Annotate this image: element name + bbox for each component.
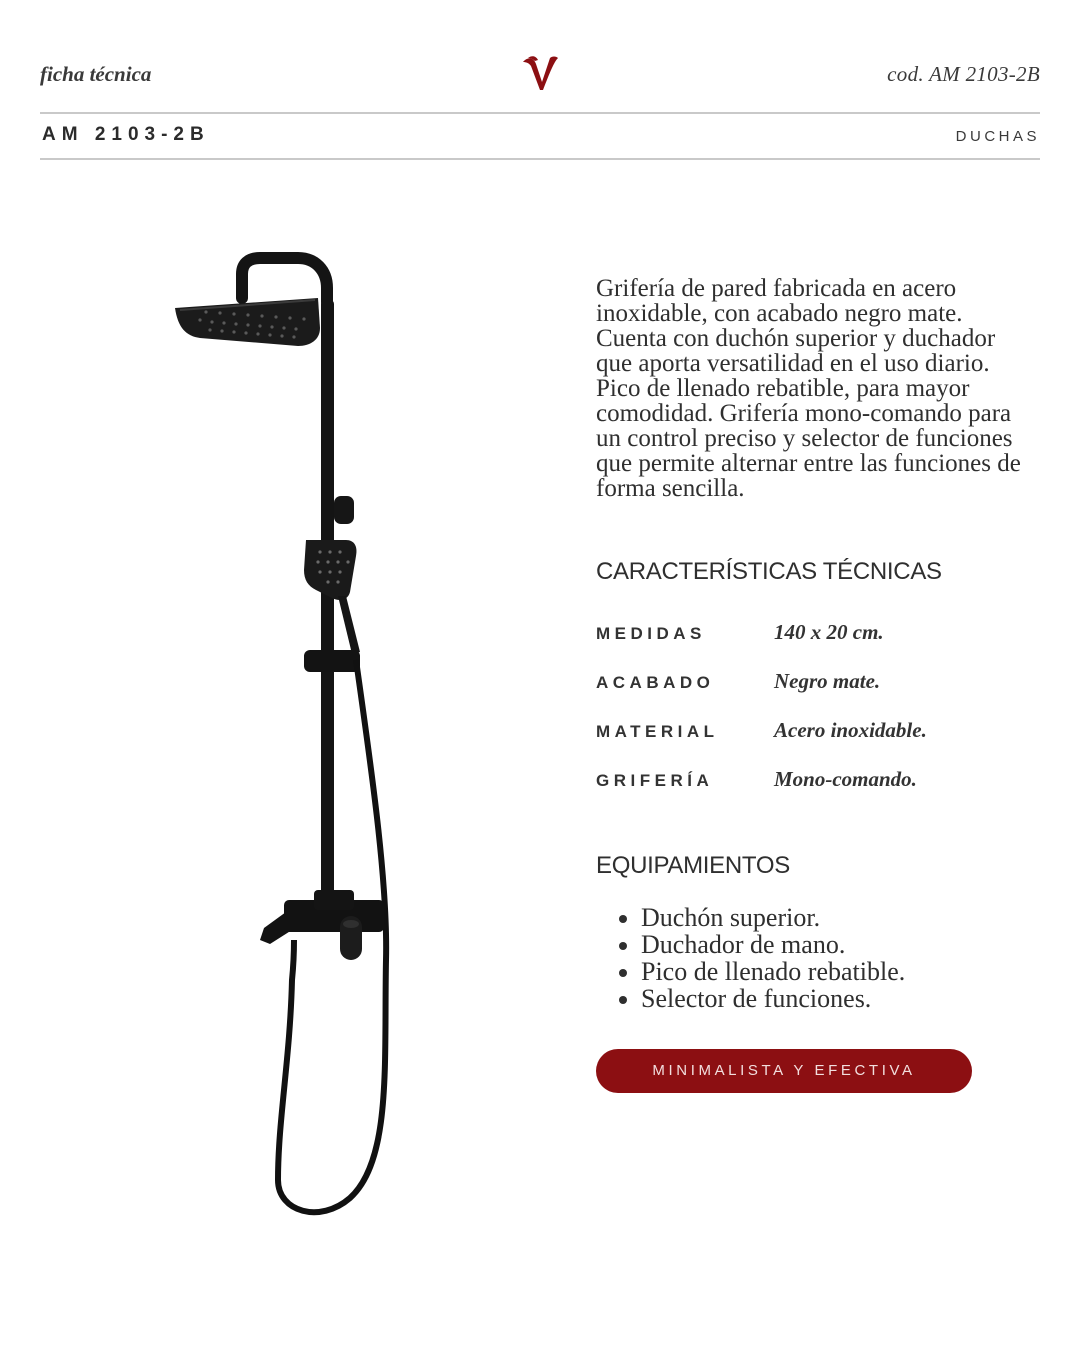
doc-type-label: ficha técnica (40, 62, 152, 86)
list-item: • Pico de llenado rebatible. (641, 958, 905, 985)
tagline-badge: MINIMALISTA Y EFECTIVA (596, 1049, 972, 1093)
spec-label: MEDIDAS (596, 624, 706, 643)
spec-row-acabado (596, 669, 1036, 699)
list-item: • Duchador de mano. (641, 931, 905, 958)
equipment-list (596, 904, 905, 1012)
list-item: • Selector de funciones. (641, 985, 905, 1012)
model-title: AM 2103-2B (42, 124, 210, 145)
list-item: • Duchón superior. (641, 904, 905, 931)
subheader-divider (40, 158, 1040, 160)
header-divider (40, 112, 1040, 114)
spec-label: ACABADO (596, 673, 715, 692)
spec-value: 140 x 20 cm. (774, 620, 884, 644)
spec-row-medidas (596, 620, 1036, 650)
spec-row-material (596, 718, 1036, 748)
specs-title: CARACTERÍSTICAS TÉCNICAS (596, 558, 942, 585)
spec-label: GRIFERÍA (596, 771, 714, 790)
spec-value: Mono-comando. (774, 767, 917, 791)
category-label: DUCHAS (955, 128, 1040, 145)
equipment-title: EQUIPAMIENTOS (596, 852, 790, 879)
spec-label: MATERIAL (596, 722, 719, 741)
shower-column-icon (160, 240, 420, 1220)
product-code: cod. AM 2103-2B (887, 62, 1040, 86)
spec-value: Acero inoxidable. (774, 718, 927, 742)
spec-value: Negro mate. (774, 669, 881, 693)
product-description: Grifería de pared fabricada en acero inoxidable, con acabado negro mate. Cuenta con duchón superior y duchador que aporta versatilidad en el uso diario. Pico de llenado rebatible, para mayor comodidad. Grifería mono-comando para un control preciso y selector de funciones que permite alternar entre las funciones de forma sencilla. (596, 275, 1021, 502)
spec-row-griferia (596, 767, 1036, 797)
brand-v-logo-icon (520, 52, 562, 94)
